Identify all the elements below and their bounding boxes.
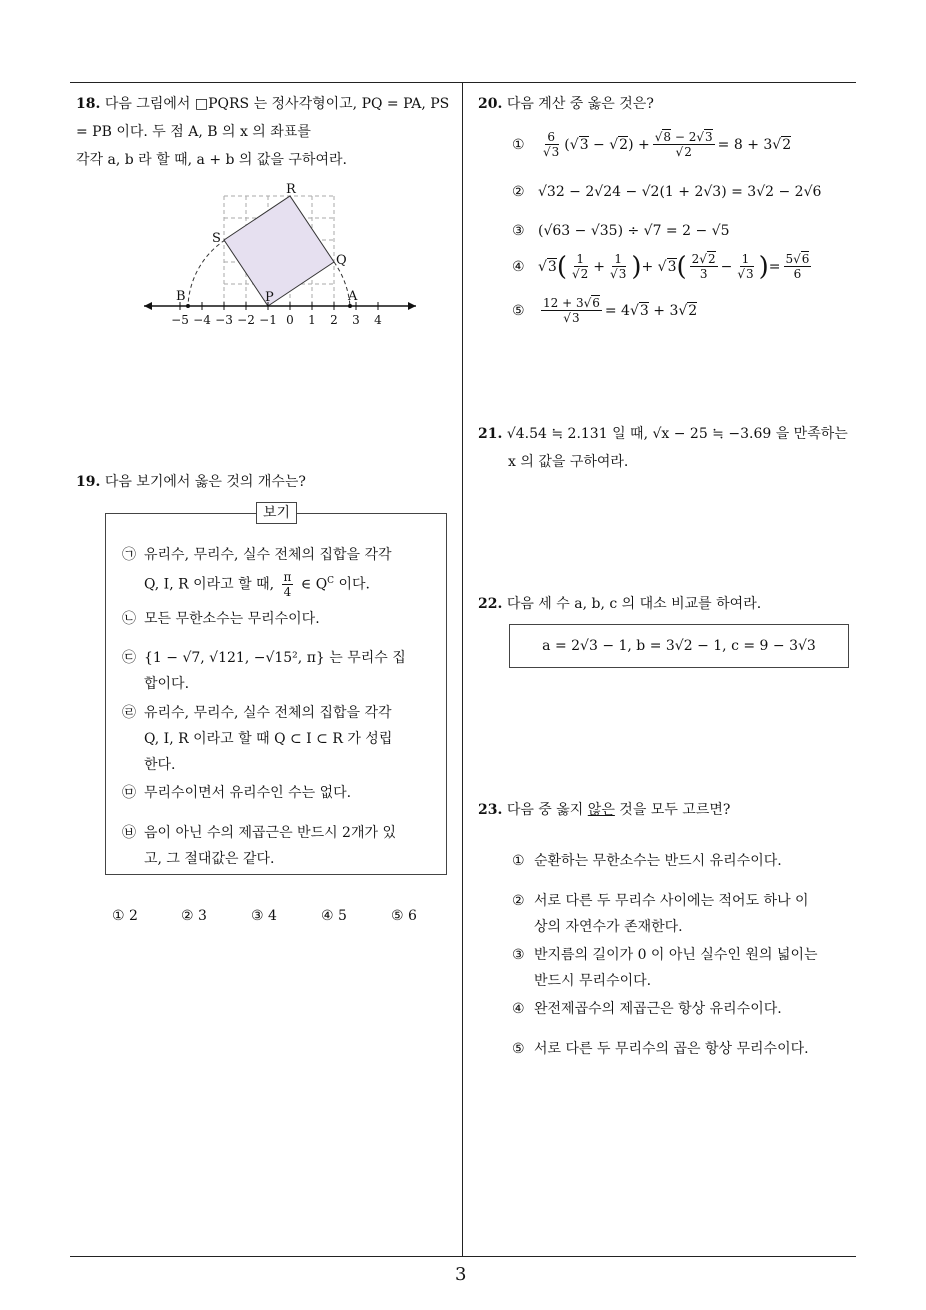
axis-arrow-left xyxy=(144,302,152,310)
question-21 xyxy=(478,420,868,476)
choice-5[interactable]: ⑤ 6 xyxy=(391,908,417,924)
label-q: Q xyxy=(336,253,347,268)
tick-label: −5 xyxy=(171,313,189,327)
bogi-text: Q, I, R 이라고 할 때, xyxy=(144,576,275,593)
option-mark: ⑤ xyxy=(512,302,525,319)
option-text: 완전제곱수의 제곱근은 항상 유리수이다. xyxy=(534,1001,782,1017)
q22-number: 22. xyxy=(478,596,503,612)
label-r: R xyxy=(286,182,296,197)
frac: $\frac{1}{√3}$ xyxy=(610,252,627,281)
tick-label: 2 xyxy=(330,313,338,327)
page-number: 3 xyxy=(455,1264,467,1285)
bogi-text: 합이다. xyxy=(144,676,190,692)
q23-text: 것을 모두 고르면? xyxy=(614,802,731,818)
option-text: √32 − 2√24 − √2(1 + 2√3) = 3√2 − 2√6 xyxy=(538,184,822,200)
tick-label: 0 xyxy=(286,313,294,327)
bogi-set: {1 − √7, √121, −√15², π} xyxy=(144,650,325,666)
bogi-text: Q, I, R 이라고 할 때 Q ⊂ I ⊂ R 가 성립 xyxy=(144,731,393,747)
option-text: 서로 다른 두 무리수 사이에는 적어도 하나 이 xyxy=(534,893,809,909)
q18-number: 18. xyxy=(76,96,101,112)
bogi-text: 모든 무한소수는 무리수이다. xyxy=(144,611,320,627)
question-22 xyxy=(478,590,858,618)
frac: $\frac{2√2}{3}$ xyxy=(691,252,716,281)
option-mark: ③ xyxy=(512,223,525,239)
option-text: 상의 자연수가 존재한다. xyxy=(534,919,683,935)
q20-option-1[interactable]: ① $\frac{6}{√3}$ (√3 − √2) + $\frac{√8 - 2√3}{√2}$ = 8 + 3√2 xyxy=(512,130,792,159)
superscript: C xyxy=(327,576,335,586)
choice-4[interactable]: ④ 5 xyxy=(321,908,347,924)
q22-box-text: a = 2√3 − 1, b = 3√2 − 1, c = 9 − 3√3 xyxy=(542,638,816,654)
option-mark: ② xyxy=(512,184,525,200)
q18-line1: 다음 그림에서 □PQRS 는 정사각형이고, PQ = PA, PS = PB 이다. 두 점 A, B 의 x 의 좌표를 xyxy=(76,96,450,140)
label-a: A xyxy=(348,289,358,304)
bogi-mark: ㉤ xyxy=(122,785,136,801)
q20-option-2[interactable] xyxy=(512,184,821,200)
top-rule xyxy=(70,82,856,83)
bogi-mark: ㉢ xyxy=(122,650,136,666)
question-23 xyxy=(478,796,858,824)
bogi-label: 보기 xyxy=(256,502,297,524)
tick-label: 3 xyxy=(352,313,360,327)
option-text: 반드시 무리수이다. xyxy=(534,973,652,989)
frac: $\frac{√8 - 2√3}{√2}$ xyxy=(654,130,713,159)
bogi-text: 음이 아닌 수의 제곱근은 반드시 2개가 있 xyxy=(144,825,396,841)
choice-1[interactable]: ① 2 xyxy=(112,908,138,924)
bogi-text: 한다. xyxy=(144,757,176,773)
q19-text: 다음 보기에서 옳은 것의 개수는? xyxy=(104,474,306,490)
square-pqrs xyxy=(224,196,334,306)
q19-number: 19. xyxy=(76,474,101,490)
q22-box xyxy=(509,624,849,668)
label-s: S xyxy=(212,231,221,246)
point-a xyxy=(348,304,352,308)
bogi-mark: ㉣ xyxy=(122,705,136,721)
frac-num: π xyxy=(283,570,292,585)
frac-den: 4 xyxy=(283,585,292,600)
tick-label: −4 xyxy=(193,313,211,327)
bogi-item-2 xyxy=(122,606,432,632)
frac: $\frac{5√6}{6}$ xyxy=(785,252,810,281)
option-text: 순환하는 무한소수는 반드시 유리수이다. xyxy=(534,853,782,869)
frac: $\frac{6}{√3}$ xyxy=(543,130,560,159)
q21-line1: √4.54 ≒ 2.131 일 때, √x − 25 ≒ −3.69 을 만족하는 xyxy=(506,426,848,442)
bogi-text: ∈ Q xyxy=(300,576,328,593)
bogi-text: 무리수이면서 유리수인 수는 없다. xyxy=(144,785,352,801)
bogi-text: 는 무리수 집 xyxy=(329,650,406,666)
q18-line2: 각각 a, b 라 할 때, a + b 의 값을 구하여라. xyxy=(76,152,347,168)
option-text: (√63 − √35) ÷ √7 = 2 − √5 xyxy=(538,223,730,239)
choice-3[interactable]: ③ 4 xyxy=(251,908,277,924)
q23-option-1[interactable] xyxy=(512,848,852,874)
bogi-mark: ㉥ xyxy=(122,825,136,841)
option-text: 반지름의 길이가 0 이 아닌 실수인 원의 넓이는 xyxy=(534,947,818,963)
q21-number: 21. xyxy=(478,426,503,442)
tick-label: 1 xyxy=(308,313,316,327)
q22-text: 다음 세 수 a, b, c 의 대소 비교를 하여라. xyxy=(506,596,762,612)
bogi-text: 고, 그 절대값은 같다. xyxy=(144,851,275,867)
bogi-text: 유리수, 무리수, 실수 전체의 집합을 각각 xyxy=(144,705,392,721)
point-b xyxy=(186,304,190,308)
bogi-item-3 xyxy=(122,645,442,697)
option-mark: ① xyxy=(512,853,525,869)
q20-text: 다음 계산 중 옳은 것은? xyxy=(506,96,654,112)
q23-option-5[interactable] xyxy=(512,1036,852,1062)
q20-option-4[interactable]: ④ √3 ( $\frac{1}{√2}$ + $\frac{1}{√3}$ ) + √3 ( $\frac{2√2}{3}$ − $\frac{1}{√3}$ ) = $\frac{5√6}{6}$ xyxy=(512,251,810,282)
arc-pb xyxy=(188,240,225,306)
frac: $\frac{1}{√2}$ xyxy=(572,252,589,281)
bottom-rule xyxy=(70,1256,856,1257)
q20-number: 20. xyxy=(478,96,503,112)
bogi-item-6 xyxy=(122,820,432,872)
q20-option-5[interactable]: ⑤ $\frac{12 + 3√6}{√3}$ = 4√3 + 3√2 xyxy=(512,296,698,325)
tick-label: −2 xyxy=(237,313,255,327)
bogi-mark: ㉡ xyxy=(122,611,136,627)
label-b: B xyxy=(176,289,186,304)
q23-text: 다음 중 옳지 xyxy=(506,802,588,818)
q23-text-underlined: 않은 xyxy=(587,802,615,818)
option-mark: ④ xyxy=(512,258,525,275)
q20-option-3[interactable] xyxy=(512,223,729,239)
bogi-text: 이다. xyxy=(334,576,371,593)
bogi-mark: ㉠ xyxy=(122,547,136,563)
bogi-item-1 xyxy=(122,542,432,599)
q23-number: 23. xyxy=(478,802,503,818)
q21-line2: x 의 값을 구하여라. xyxy=(508,454,629,470)
bogi-item-4 xyxy=(122,700,432,778)
tick-label: 4 xyxy=(374,313,382,327)
choice-2[interactable]: ② 3 xyxy=(181,908,207,924)
q18-figure xyxy=(140,180,430,330)
axis-arrow-right xyxy=(408,302,416,310)
frac: $\frac{12 + 3√6}{√3}$ xyxy=(543,296,600,325)
bogi-item-5 xyxy=(122,780,432,806)
option-mark: ④ xyxy=(512,1001,525,1017)
option-text: 서로 다른 두 무리수의 곱은 항상 무리수이다. xyxy=(534,1041,809,1057)
tick-label: −1 xyxy=(259,313,277,327)
option-mark: ⑤ xyxy=(512,1041,525,1057)
frac: $\frac{1}{√3}$ xyxy=(737,252,754,281)
question-19 xyxy=(76,468,454,496)
q23-option-2[interactable] xyxy=(512,888,852,940)
tick-label: −3 xyxy=(215,313,233,327)
option-mark: ① xyxy=(512,136,525,153)
q23-option-4[interactable] xyxy=(512,996,852,1022)
option-mark: ③ xyxy=(512,947,525,963)
question-18 xyxy=(76,90,454,174)
frac-pi-over-4 xyxy=(282,570,294,599)
q23-option-3[interactable] xyxy=(512,942,852,994)
bogi-text: 유리수, 무리수, 실수 전체의 집합을 각각 xyxy=(144,547,392,563)
label-p: P xyxy=(265,290,274,305)
column-divider xyxy=(462,82,463,1257)
option-mark: ② xyxy=(512,893,525,909)
question-20 xyxy=(478,90,858,118)
